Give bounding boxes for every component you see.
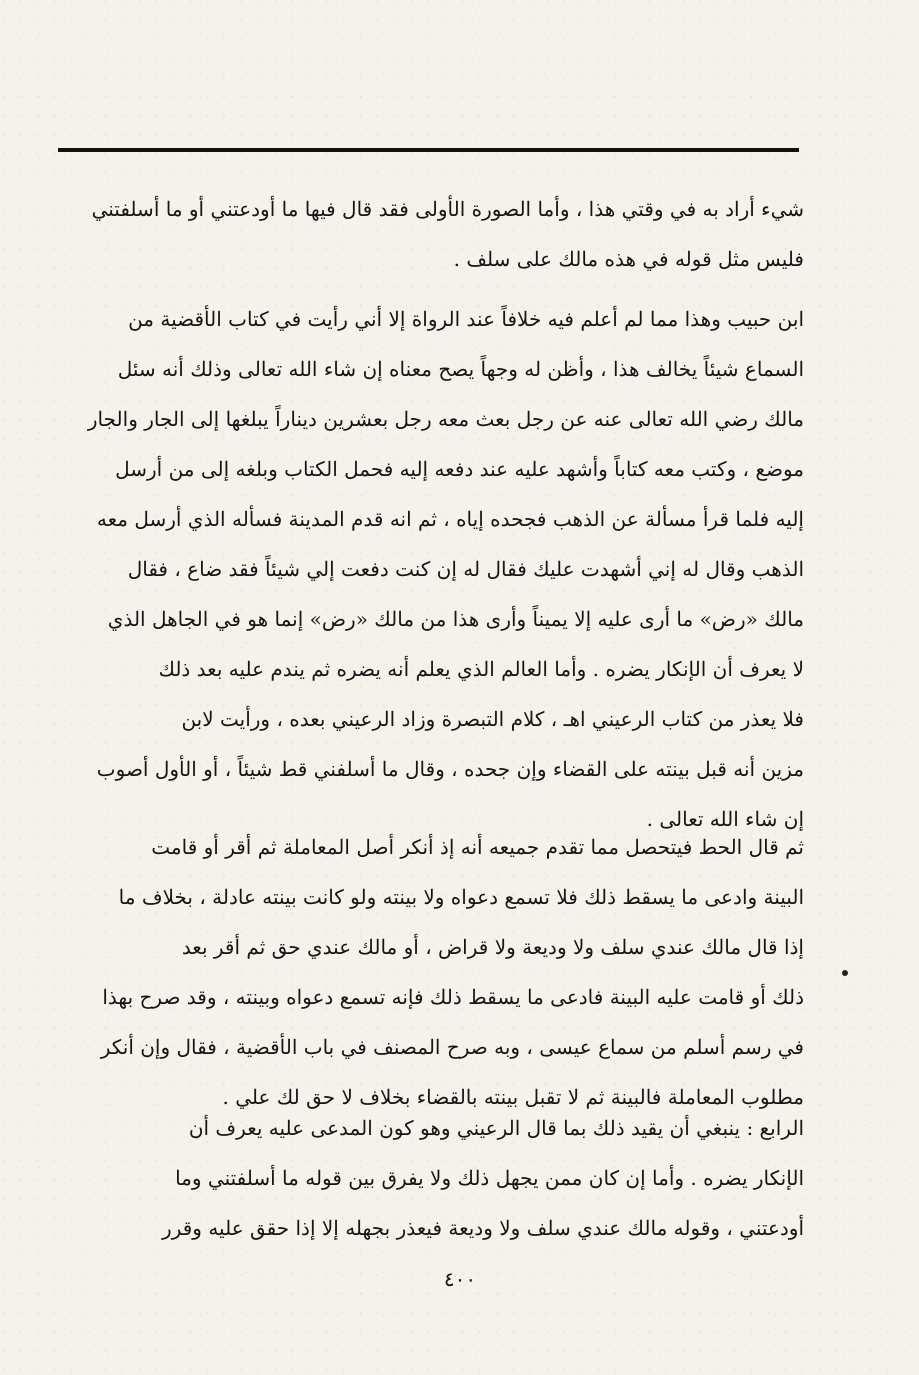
text-line: أودعتني ، وقوله مالك عندي سلف ولا وديعة فيعذر بجهله إلا إذا حقق عليه وقرر	[162, 1216, 804, 1240]
paragraph-1	[62, 184, 804, 284]
text-line: إن شاء الله تعالى .	[646, 807, 804, 831]
text-line: إليه فلما قرأ مسألة عن الذهب فجحده إياه ، ثم انه قدم المدينة فسأله الذي أرسل معه	[96, 507, 804, 531]
text-line: فليس مثل قوله في هذه مالك على سلف .	[453, 247, 804, 271]
text-line: مالك «رض» ما أرى عليه إلا يميناً وأرى هذا من مالك «رض» إنما هو في الجاهل الذي	[107, 607, 804, 631]
text-line: ابن حبيب وهذا مما لم أعلم فيه خلافاً عند الرواة إلا أني رأيت في كتاب الأقضية من	[128, 307, 804, 331]
text-line: السماع شيئاً يخالف هذا ، وأظن له وجهاً يصح معناه إن شاء الله تعالى وذلك أنه سئل	[117, 357, 804, 381]
text-line: مزين أنه قبل بينته على القضاء وإن جحده ، وقال ما أسلفني قط شيئاً ، أو الأول أصوب	[96, 757, 804, 781]
text-line: شيء أراد به في وقتي هذا ، وأما الصورة الأولى فقد قال فيها ما أودعتني أو ما أسلفتني	[91, 197, 804, 221]
print-artifact-dot	[842, 970, 848, 976]
paragraph-3	[62, 822, 804, 1122]
text-line: إذا قال مالك عندي سلف ولا وديعة ولا قراض ، أو مالك عندي حق ثم أقر بعد	[181, 935, 804, 959]
top-horizontal-rule	[58, 148, 799, 152]
text-line: ثم قال الحط فيتحصل مما تقدم جميعه أنه إذ أنكر أصل المعاملة ثم أقر أو قامت	[151, 835, 804, 859]
text-line: مطلوب المعاملة فالبينة ثم لا تقبل بينته بالقضاء بخلاف لا حق لك علي .	[222, 1085, 804, 1109]
text-line: في رسم أسلم من سماع عيسى ، وبه صرح المصنف في باب الأقضية ، فقال وإن أنكر	[100, 1035, 804, 1059]
text-line: لا يعرف أن الإنكار يضره . وأما العالم الذي يعلم أنه يضره ثم يندم عليه بعد ذلك	[158, 657, 804, 681]
text-line: موضع ، وكتب معه كتاباً وأشهد عليه عند دفعه إليه فحمل الكتاب وبلغه إلى من أرسل	[115, 457, 804, 481]
text-line: الإنكار يضره . وأما إن كان ممن يجهل ذلك ولا يفرق بين قوله ما أسلفتني وما	[175, 1166, 804, 1190]
text-line: ذلك أو قامت عليه البينة فادعى ما يسقط ذلك فإنه تسمع دعواه وبينته ، وقد صرح بهذا	[102, 985, 804, 1009]
text-line: فلا يعذر من كتاب الرعيني اهـ ، كلام التبصرة وزاد الرعيني بعده ، ورأيت لابن	[181, 707, 804, 731]
text-line: مالك رضي الله تعالى عنه عن رجل بعث معه رجل بعشرين ديناراً يبلغها إلى الجار والجار	[87, 407, 804, 431]
text-line: الرابع : ينبغي أن يقيد ذلك بما قال الرعيني وهو كون المدعى عليه يعرف أن	[188, 1116, 804, 1140]
paragraph-2	[62, 294, 804, 844]
page-number: ٤٠٠	[443, 1267, 477, 1291]
paragraph-4	[62, 1103, 804, 1253]
text-line: الذهب وقال له إني أشهدت عليك فقال له إن كنت دفعت إلي شيئاً فقد ضاع ، فقال	[127, 557, 804, 581]
text-line: البينة وادعى ما يسقط ذلك فلا تسمع دعواه ولا بينته ولو كانت بينته عادلة ، بخلاف ما	[118, 885, 804, 909]
